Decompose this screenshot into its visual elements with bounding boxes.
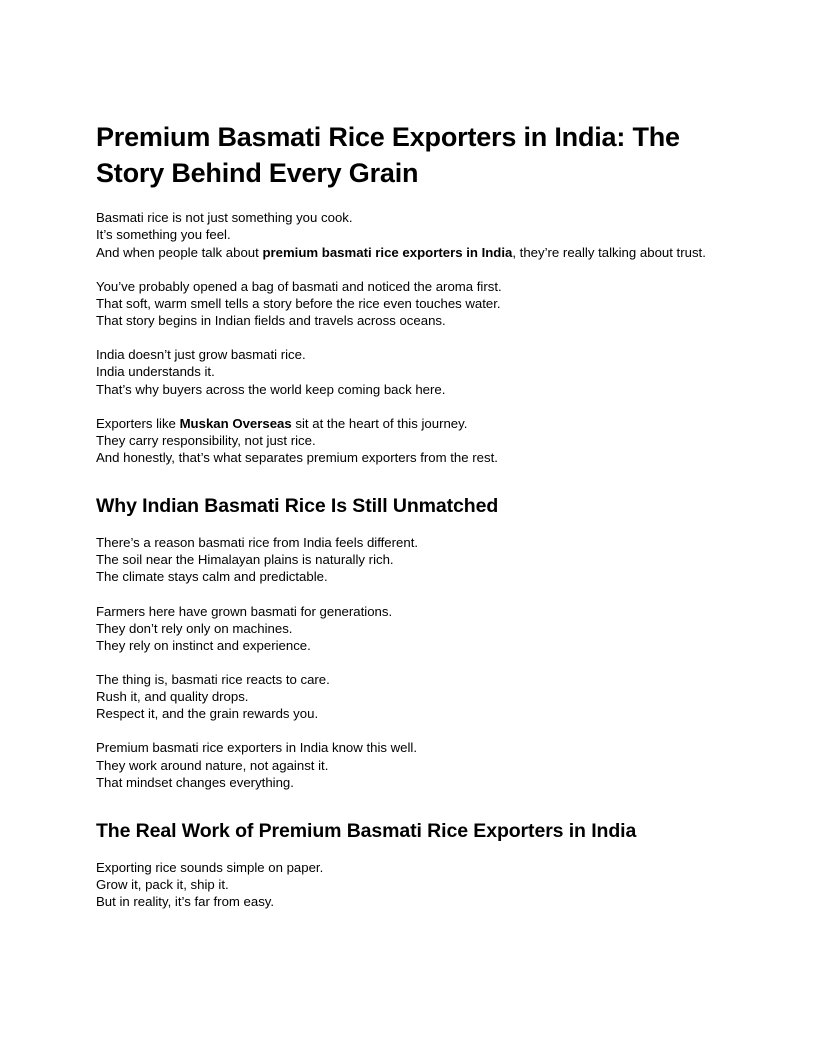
mindset-paragraph: Premium basmati rice exporters in India know this well. They work around nature, not against it. That mindset changes everything. — [96, 740, 418, 790]
soil-paragraph: There’s a reason basmati rice from India feels different. The soil near the Himalayan plains is naturally rich. The climate stays calm and predictable. — [96, 535, 419, 585]
exporting-paragraph: Exporting rice sounds simple on paper. Grow it, pack it, ship it. But in reality, it’s far from easy. — [96, 859, 324, 910]
intro-paragraph: Basmati rice is not just something you cook. It’s something you feel. And when people talk about premium basmati rice exporters in India, they’re really talking about trust. — [96, 210, 706, 260]
muskan-overseas-paragraph: Exporters like Muskan Overseas sit at the heart of this journey. They carry responsibility, not just rice. And honestly, that’s what separates premium exporters from the rest. — [96, 415, 498, 465]
document-body — [96, 120, 720, 910]
farmers-paragraph: Farmers here have grown basmati for generations. They don’t rely only on machines. They rely on instinct and experience. — [96, 603, 393, 653]
page-title: Premium Basmati Rice Exporters in India: The Story Behind Every Grain — [96, 122, 680, 188]
document-blocks — [96, 209, 720, 910]
heading-why-unmatched: Why Indian Basmati Rice Is Still Unmatched — [96, 495, 499, 518]
heading-real-work: The Real Work of Premium Basmati Rice Exporters in India — [96, 819, 637, 842]
emphasized-text: premium basmati rice exporters in India — [262, 244, 513, 260]
india-understands-paragraph: India doesn’t just grow basmati rice. India understands it. That’s why buyers across the world keep coming back here. — [96, 347, 446, 397]
care-paragraph: The thing is, basmati rice reacts to care. Rush it, and quality drops. Respect it, and the grain rewards you. — [96, 671, 330, 722]
aroma-paragraph: You’ve probably opened a bag of basmati and noticed the aroma first. That soft, warm smell tells a story before the rice even touches water. That story begins in Indian fields and travels across oceans. — [96, 278, 502, 329]
emphasized-text: Muskan Overseas — [179, 415, 292, 431]
